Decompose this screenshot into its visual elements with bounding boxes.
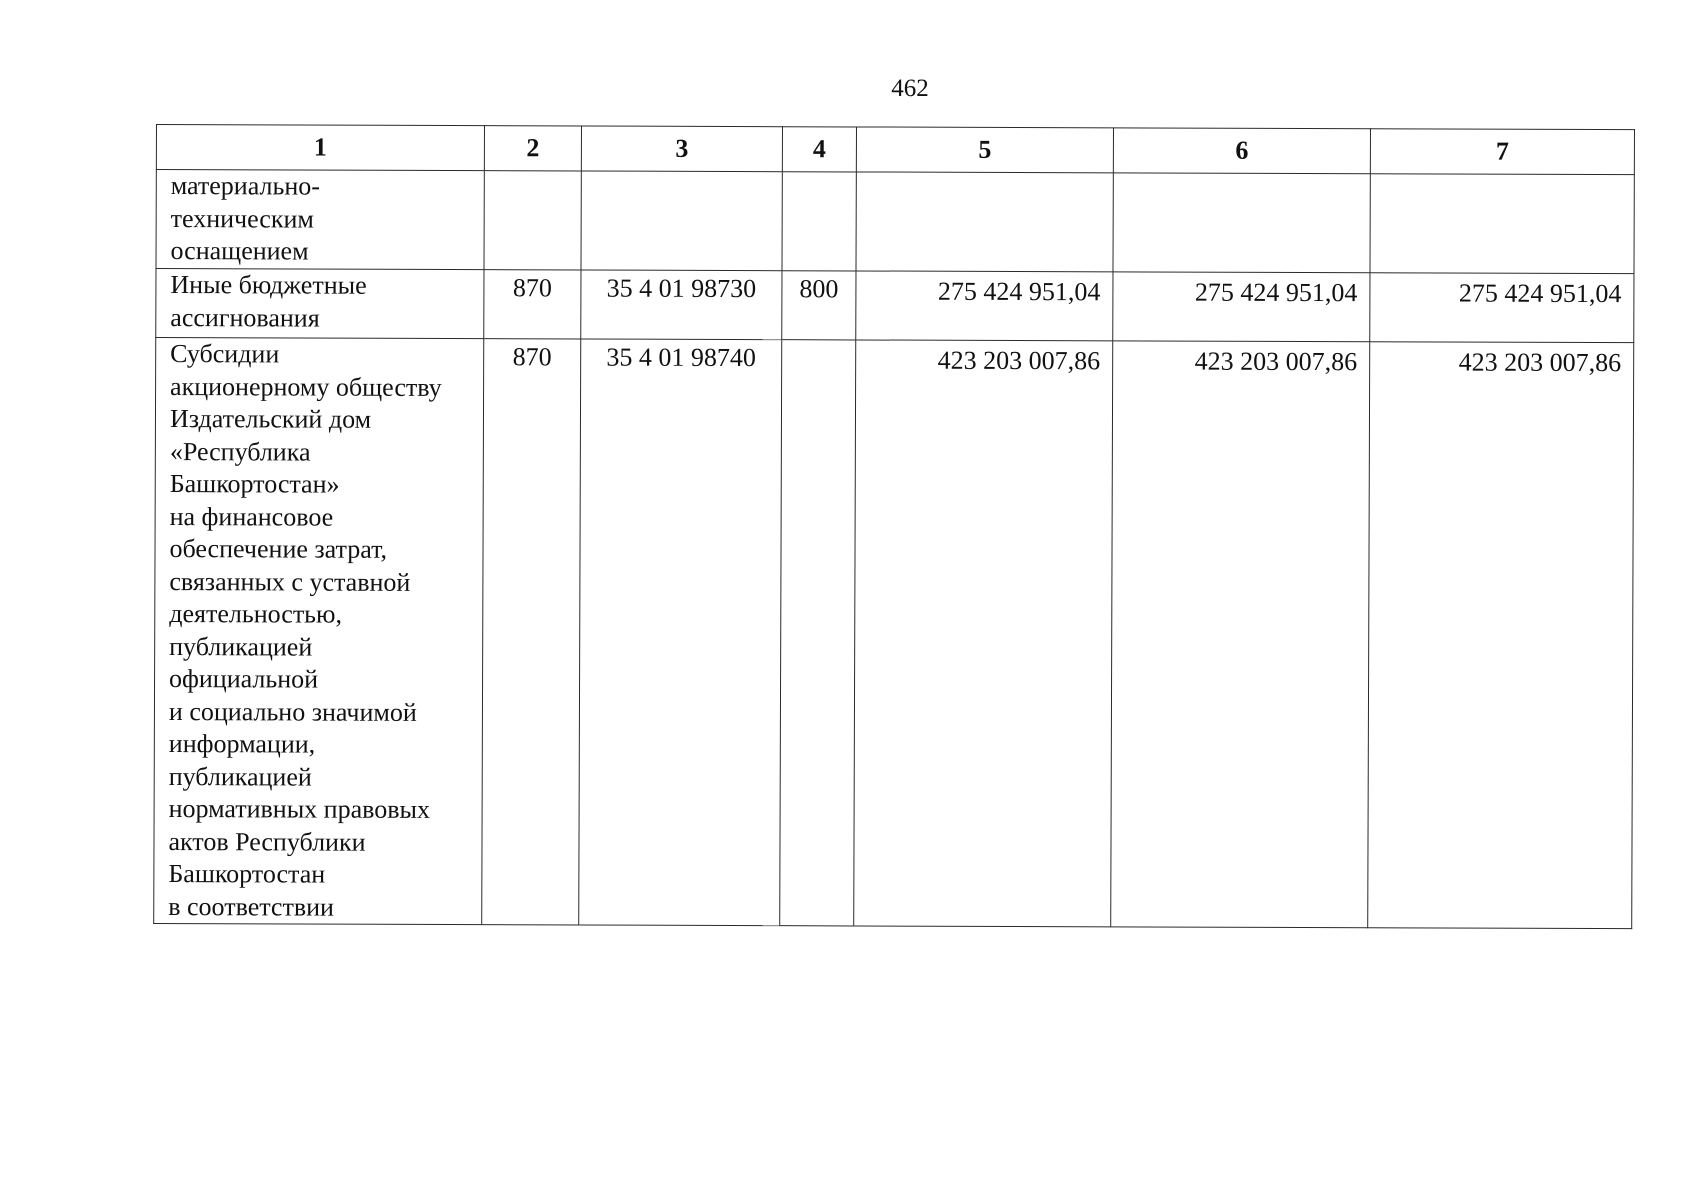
row-col5-cell: 275 424 951,04 <box>856 271 1113 341</box>
row-col7-cell <box>1370 174 1634 274</box>
table-row <box>156 170 1634 274</box>
row-col3-cell: 35 4 01 98730 <box>581 270 782 340</box>
row-col6-cell <box>1113 173 1370 273</box>
row-name-cell: Иные бюджетные ассигнования <box>156 269 484 339</box>
row-col3-cell <box>581 171 782 271</box>
row-col6-cell: 275 424 951,04 <box>1113 272 1370 342</box>
row-col6-cell: 423 203 007,86 <box>1111 341 1370 928</box>
header-col-1: 1 <box>156 125 484 171</box>
row-col7-cell: 275 424 951,04 <box>1370 273 1634 343</box>
row-col5-cell: 423 203 007,86 <box>854 340 1113 927</box>
table-row <box>156 269 1634 343</box>
table-row <box>154 338 1634 929</box>
header-col-2: 2 <box>484 126 581 171</box>
row-col5-cell <box>856 172 1113 272</box>
row-col4-cell <box>782 172 856 271</box>
header-col-5: 5 <box>856 127 1113 173</box>
row-name-cell: Субсидии акционерному обществу Издательский дом «Республика Башкортостан» на финансовое обеспечение затрат, связанных с уставной деятельностью, публикацией официальной и социально значимой информации, публикацией нормативных правовых актов Республики Башкортостан в соответствии <box>154 338 484 925</box>
header-col-3: 3 <box>581 126 782 172</box>
row-name-cell: материально- техническим оснащением <box>156 170 484 270</box>
row-col7-cell: 423 203 007,86 <box>1368 342 1634 929</box>
page-number: 462 <box>891 75 929 102</box>
row-col3-cell: 35 4 01 98740 <box>579 339 782 926</box>
row-col2-cell: 870 <box>482 339 581 925</box>
row-col4-cell: 800 <box>782 271 856 340</box>
row-col4-cell <box>780 340 856 926</box>
header-col-6: 6 <box>1113 128 1370 174</box>
header-col-7: 7 <box>1370 129 1634 175</box>
header-col-4: 4 <box>782 127 856 172</box>
budget-table <box>153 124 1635 929</box>
header-row <box>156 125 1634 175</box>
row-col2-cell: 870 <box>484 270 581 339</box>
row-col2-cell <box>484 171 581 270</box>
